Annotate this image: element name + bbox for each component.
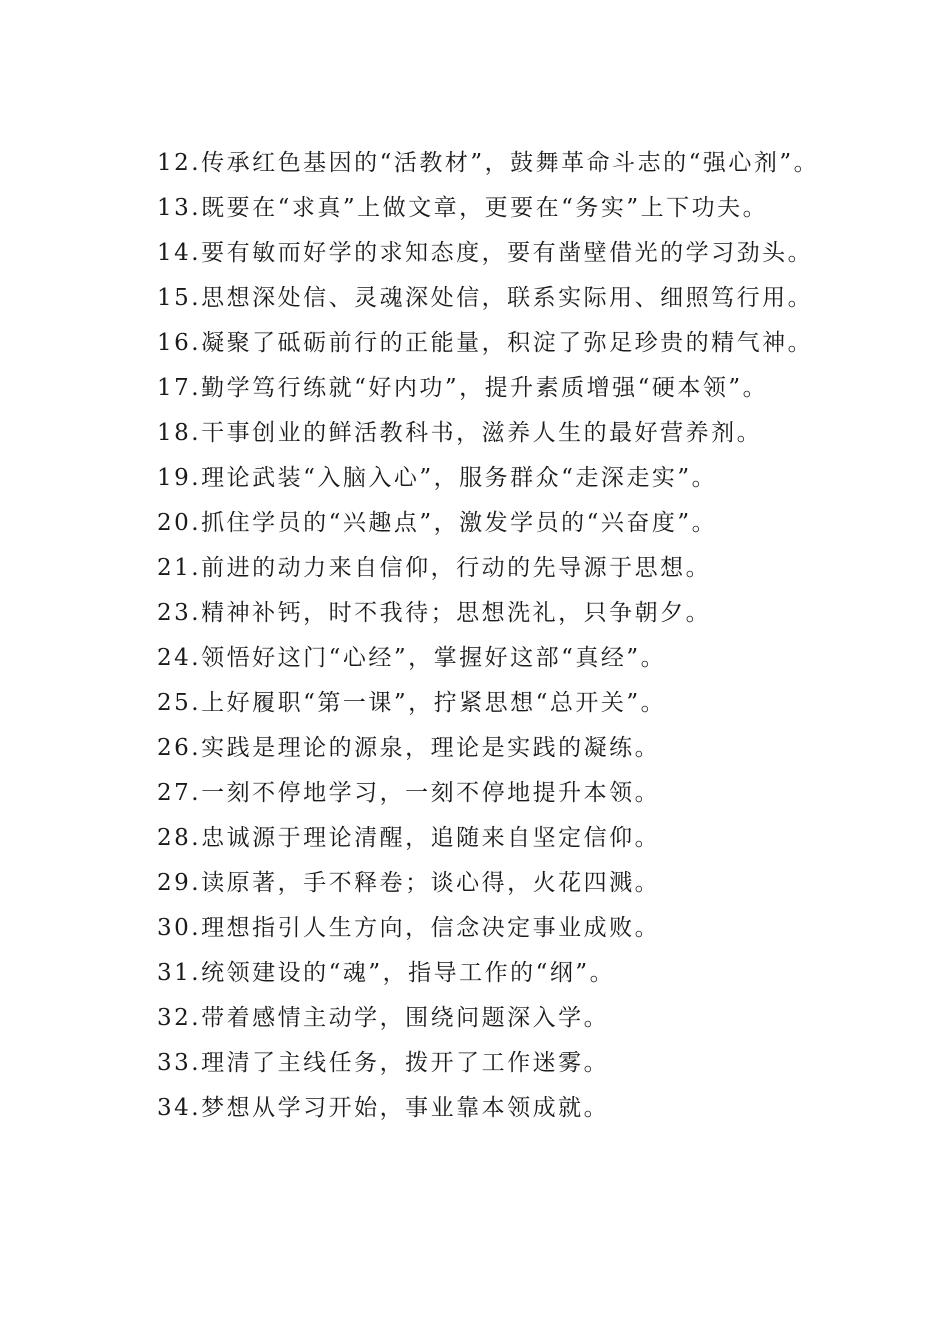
list-item: 27.一刻不停地学习，一刻不停地提升本领。 xyxy=(157,780,661,806)
list-item: 17.勤学笃行练就“好内功”，提升素质增强“硬本领”。 xyxy=(157,375,769,401)
list-item: 30.理想指引人生方向，信念决定事业成败。 xyxy=(157,915,661,941)
list-item: 15.思想深处信、灵魂深处信，联系实际用、细照笃行用。 xyxy=(157,285,814,311)
list-item: 12.传承红色基因的“活教材”，鼓舞革命斗志的“强心剂”。 xyxy=(157,150,820,176)
list-item: 26.实践是理论的源泉，理论是实践的凝练。 xyxy=(157,735,661,761)
list-item: 21.前进的动力来自信仰，行动的先导源于思想。 xyxy=(157,555,712,581)
document-body xyxy=(115,141,835,1131)
list-item: 13.既要在“求真”上做文章，更要在“务实”上下功夫。 xyxy=(157,195,769,221)
list-item: 18.干事创业的鲜活教科书，滋养人生的最好营养剂。 xyxy=(157,420,763,446)
list-item: 14.要有敏而好学的求知态度，要有凿壁借光的学习劲头。 xyxy=(157,240,814,266)
list-item: 25.上好履职“第一课”，拧紧思想“总开关”。 xyxy=(157,690,667,716)
list-item: 23.精神补钙，时不我待；思想洗礼，只争朝夕。 xyxy=(157,600,712,626)
list-item: 20.抓住学员的“兴趣点”，激发学员的“兴奋度”。 xyxy=(157,510,718,536)
list-item: 24.领悟好这门“心经”，掌握好这部“真经”。 xyxy=(157,645,667,671)
list-item: 29.读原著，手不释卷；谈心得，火花四溅。 xyxy=(157,870,661,896)
list-item: 31.统领建设的“魂”，指导工作的“纲”。 xyxy=(157,960,616,986)
list-item: 28.忠诚源于理论清醒，追随来自坚定信仰。 xyxy=(157,825,661,851)
list-item: 32.带着感情主动学，围绕问题深入学。 xyxy=(157,1005,610,1031)
list-item: 33.理清了主线任务，拨开了工作迷雾。 xyxy=(157,1050,610,1076)
list-item: 19.理论武装“入脑入心”，服务群众“走深走实”。 xyxy=(157,465,718,491)
list-item: 16.凝聚了砥砺前行的正能量，积淀了弥足珍贵的精气神。 xyxy=(157,330,814,356)
list-item: 34.梦想从学习开始，事业靠本领成就。 xyxy=(157,1095,610,1121)
